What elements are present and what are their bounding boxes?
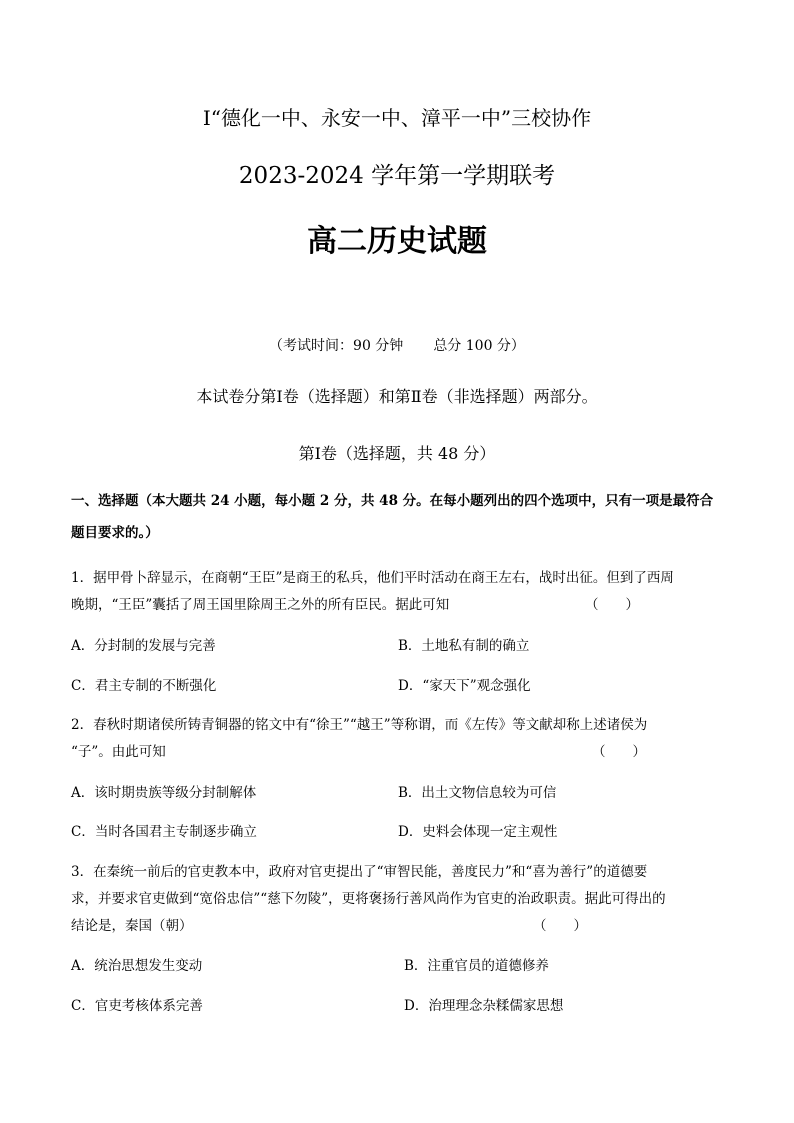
- question-line: 1．据甲骨卜辞显示，在商朝“王臣”是商王的私兵，他们平时活动在商王左右，战时出征。但到了西周: [71, 570, 674, 586]
- option: A．该时期贵族等级分封制解体: [71, 785, 257, 801]
- question-line: 3．在秦统一前后的官吏教本中，政府对官吏提出了“审智民能，善度民力”和“喜为善行”的道德要: [71, 864, 648, 880]
- exam-score: 总分 100 分）: [433, 338, 525, 354]
- volume-heading: 第Ⅰ卷（选择题，共 48 分）: [298, 444, 496, 463]
- option: C．当时各国君主专制逐步确立: [71, 824, 257, 840]
- answer-bracket: （ ）: [592, 744, 646, 760]
- option: D．“家天下”观念强化: [398, 678, 531, 694]
- question-line: 求，并要求官吏做到“宽俗忠信”“慈下勿陵”，更将褒扬行善风尚作为官吏的治政职责。据此可得出的: [71, 891, 666, 907]
- parts-note: 本试卷分第Ⅰ卷（选择题）和第Ⅱ卷（非选择题）两部分。: [196, 387, 598, 406]
- exam-meta: [0, 336, 794, 356]
- option: D．史料会体现一定主观性: [398, 824, 558, 840]
- question-line: 2．春秋时期诸侯所铸青铜器的铭文中有“徐王”“越王”等称谓，而《左传》等文献却称上述诸侯为: [71, 717, 648, 733]
- section-instruction-line: 一、选择题（本大题共 24 小题，每小题 2 分，共 48 分。在每小题列出的四个选项中，只有一项是最符合: [71, 493, 714, 509]
- option: C．官吏考核体系完善: [71, 998, 203, 1014]
- page-title: 高二历史试题: [307, 224, 487, 259]
- question-line: “子”。由此可知: [71, 744, 166, 760]
- answer-bracket: （ ）: [585, 597, 639, 613]
- option: A．统治思想发生变动: [71, 958, 203, 974]
- option: C．君主专制的不断强化: [71, 678, 217, 694]
- option: A．分封制的发展与完善: [71, 638, 216, 654]
- exam-time: （考试时间：90 分钟: [269, 338, 404, 354]
- option: B．注重官员的道德修养: [404, 958, 549, 974]
- question-line: 晚期，“王臣”囊括了周王国里除周王之外的所有臣民。据此可知: [71, 597, 450, 613]
- option: B．土地私有制的确立: [398, 638, 530, 654]
- section-instruction-line: 题目要求的。）: [71, 525, 159, 541]
- answer-bracket: （ ）: [533, 918, 587, 934]
- question-line: 结论是，秦国（朝）: [71, 918, 193, 934]
- schools-heading: Ⅰ“德化一中、永安一中、漳平一中”三校协作: [202, 106, 592, 130]
- exam-heading: 2023-2024 学年第一学期联考: [238, 163, 556, 189]
- option: D．治理理念杂糅儒家思想: [404, 998, 564, 1014]
- option: B．出土文物信息较为可信: [398, 785, 557, 801]
